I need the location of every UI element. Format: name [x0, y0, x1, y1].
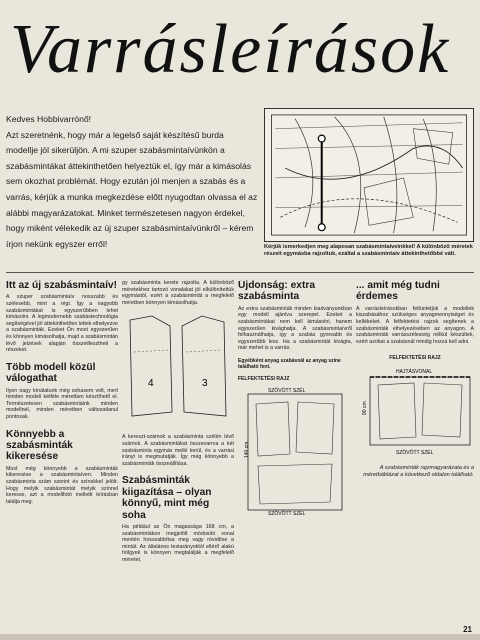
bottom-edge — [0, 634, 480, 640]
heading-easier-search: Könnyebb a szabásminták kikeresése — [6, 428, 73, 463]
column-4 — [356, 280, 474, 636]
pattern-sheet-figure — [264, 108, 474, 242]
layout-sketch — [238, 384, 352, 516]
piece-label-left: 4 — [148, 378, 154, 390]
bodice-pieces-illustration — [122, 312, 234, 428]
fold-layout-illustration — [356, 363, 474, 459]
page-title: Varrásleírások — [10, 11, 451, 88]
paragraph: Az extra szabásminták minden kiadványunkban egy modell ajánlva szerepel. Ezeket a szabásmintákat nem kell kimásolni, hanem egyszerűen kivághatja. A szabásmintaívről felhasználhatja, így a szabás gyorsabb és egyszerűbb lesz. Ha a szabásmintát kivágta, már mehet is a varrás. — [238, 305, 352, 352]
paragraph: Ilyen nagy kínálatunk még sohasem volt, mert minden modell kétféle méretben készíthető el. Természetesen szabásmintáink minden modellnél, minden méretben változatlanul pontosak. — [6, 387, 118, 420]
intro-text — [6, 112, 258, 264]
heading-more-models: Több modell közül válogathat — [6, 361, 96, 385]
paragraph: Ha például az Ön magassága 168 cm, a szabásmintákon megjelölt módosító vonal mentén hosszabbítsa meg vagy rövidítse a mintát. Az általános testarányoktól eltérő alakú hölgyek is könnyen megtalálják a megfelelő méretet. — [122, 523, 234, 563]
layout-sketch — [356, 363, 474, 459]
figure-caption: Kérjük ismerkedjen meg alaposan szabásmintaíveinkkel! A különböző méretek részeit egymásba rajzoltuk, ezáltal a szabásmintaív áttekinthetőbbé vált. — [264, 244, 473, 257]
column-1 — [6, 280, 118, 636]
heading-extra-pattern: Újdonság: extra szabásminta — [238, 280, 315, 303]
sketch-caption: Egyébként anyag szabásnál az anyag színe található fent. — [238, 357, 341, 370]
selvage-label-top: SZÖVÖTT SZÉL — [268, 387, 306, 394]
fabric-layout-illustration — [238, 384, 352, 516]
layout-heading: FELFEKTETÉSI RAJZ — [238, 375, 290, 382]
intro-body: Azt szeretnénk, hogy már a legelső saját készítésű burda modellje jól sikerüljön. A mi szuper szabásmintaívünkön a szabásmintákat áttekinthetően helyeztük el, így már a kimásolás sem okozhat problémát. Hogy ezután jól menjen a szabás és a varrás, kérjük a munka megkezdése előtt nyugodtan olvassa el az alábbi magyarázatokat. Minket természetesen nagyon érdekel, hogy miként vélekedik az új szuper szabásmintaívünkről – kérem írjon nekünk egyszer erről! — [6, 129, 258, 249]
selvage-label-bottom: SZÖVÖTT SZÉL — [268, 510, 306, 516]
footnote: A szabásminták rajzmagyarázata és a méretbáblázat a következő oldalon található. — [363, 465, 474, 479]
layout-heading: FELFEKTETÉSI RAJZ — [389, 355, 441, 362]
pattern-sheet-illustration — [265, 109, 473, 241]
paragraph: A kereszt-számok a szabásminta szélén lévő számok. A szabásmintákat összevarrva a két szabásminta egymás mellé kerül, és a varrási irányt is megmutatják. Így még könnyebb a szabásminták összeállítása. — [122, 434, 234, 467]
paragraph: A varrásleírásokban feltüntetjük a modellek kiszabásához szükséges anyagmennyiséget és kellékeket. A felfektetési rajzok segítenek a szabásminták elhelyezésében az anyagon. A szabásminták varrásszélesség nélkül készültek, ezért azokat a szabásnál mindig hozzá kell adni. — [356, 305, 474, 345]
column-2 — [122, 280, 234, 636]
heading-new-sheet: Itt az új szabásmintaív! — [6, 280, 117, 291]
page-number: 21 — [463, 625, 472, 634]
intro-greeting: Kedves Hobbivarrónő! — [6, 114, 92, 124]
heading-worth-knowing: ... amit még tudni érdemes — [356, 280, 440, 303]
heading-adjust: Szabásminták kiigazítása – olyan könnyű, mint még soha — [122, 475, 212, 521]
width-label: 140 cm — [244, 441, 250, 458]
selvage-label: SZÖVÖTT SZÉL — [396, 450, 434, 457]
paragraph: A szuper szabásmintaív nosszabb és szélesebb, mint a régi. Így a nagyobb szabásmintákat is egyszerűbben lehet kimásolni. A legmodernebb szabástechnológia segítségével jól áttekinthetően lettek elhelyezve a szabásminták. Ezeket Ön most egyszerűen és könnyen kimásolhatja, majd a szabásmintán lévő jelzések alapján összeillesztheti a részeket. — [6, 294, 118, 354]
fold-label: HAJTÁSVONAL — [396, 369, 433, 376]
divider — [6, 272, 474, 273]
width-label: 90 cm — [362, 401, 368, 416]
paragraph: Most még könnyebb a szabásminták kikeresése a szabásmintaíven. Minden szabásminta szám szerint és színekkel jelölt. Hogy melyik szabásmintát melyik színnel keresse, azt a modellfotó melletti leírásban találja meg. — [6, 465, 118, 505]
piece-label-right: 3 — [202, 378, 208, 390]
paragraph: gy szabásminta kerete rajzolta. A különböző méretekhez tartozó vonalakat jól elkülönítettük egymástól, ezért a szabásmintát a megfelelő méretben könnyen kimásolhatja. — [122, 280, 234, 306]
pattern-pieces-sketch — [122, 312, 234, 428]
column-3 — [238, 280, 352, 636]
